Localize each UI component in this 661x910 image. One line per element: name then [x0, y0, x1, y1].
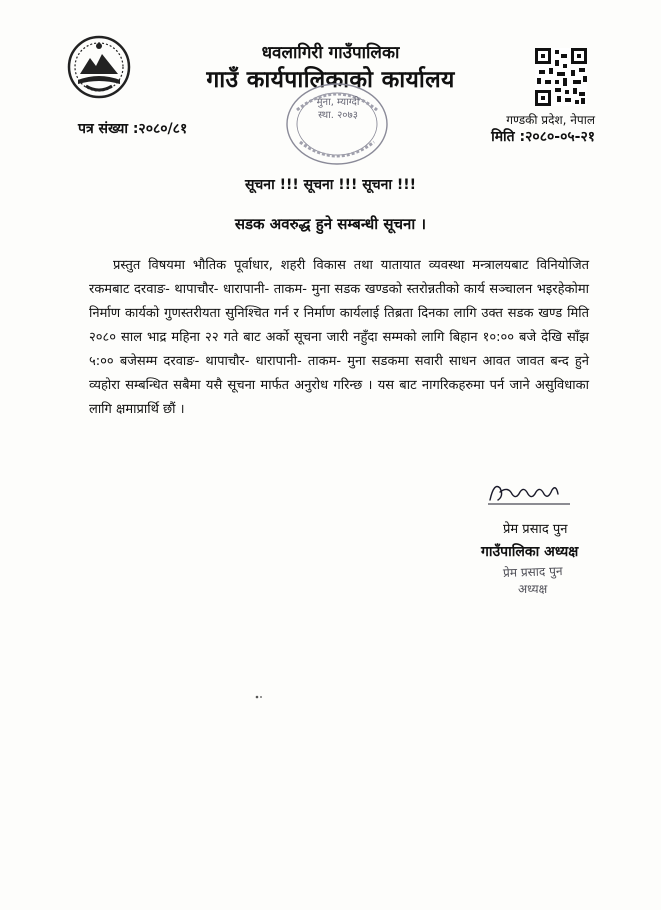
office-name: गाउँ कार्यपालिकाको कार्यालय	[206, 67, 455, 93]
province-address: गण्डकी प्रदेश, नेपाल	[506, 113, 595, 127]
notice-subject: सडक अवरुद्ध हुने सम्बन्धी सूचना ।	[234, 215, 427, 233]
letter-date: मिति :२०८०-०५-२१	[491, 129, 595, 145]
signer-title: गाउँपालिका अध्यक्ष	[481, 544, 579, 560]
signer-name: प्रेम प्रसाद पुन	[503, 522, 568, 537]
ink-speck-icon	[255, 695, 263, 699]
organization-name: धवलागिरी गाउँपालिका	[261, 43, 400, 63]
handwritten-signature-icon	[486, 478, 576, 508]
notice-heading: सूचना !!! सूचना !!! सूचना !!!	[244, 177, 417, 193]
signatory-stamp-title: अध्यक्ष	[518, 582, 548, 596]
stamp-text: मुना, म्याग्दी स्था. २०७३	[316, 97, 360, 121]
letter-number: पत्र संख्या :२०८०/८१	[78, 121, 188, 137]
signatory-stamp-name: प्रेम प्रसाद पुन	[502, 563, 563, 581]
office-stamp-icon	[282, 80, 392, 168]
notice-body: प्रस्तुत विषयमा भौतिक पूर्वाधार, शहरी विकास तथा यातायात व्यवस्था मन्त्रालयबाट विनियोजित रकमबाट दरवाङ- थापाचौर- धारापानी- ताकम- मुना सडक खण्डको स्तरोन्नतीको कार्य सञ्चालन भइरहेकोमा निर्माण कार्यको गुणस्तरीयता सुनिश्चित गर्न र निर्माण कार्यलाई तिब्रता दिनका लागि उक्त सडक खण्ड मिति २०८० साल भाद्र महिना २२ गते बाट अर्को सूचना जारी नहुँदा सम्मको लागि बिहान १०:०० बजे देखि साँझ ५:०० बजेसम्म दरवाङ- थापाचौर- धारापानी- ताकम- मुना सडकमा सवारी साधन आवत जावत बन्द हुने व्यहोरा सम्बन्धित सबैमा यसै सूचना मार्फत अनुरोध गरिन्छ । यस बाट नागरिकहरुमा पर्न जाने असुविधाका लागि क्षमाप्रार्थि छौं ।	[89, 258, 589, 417]
